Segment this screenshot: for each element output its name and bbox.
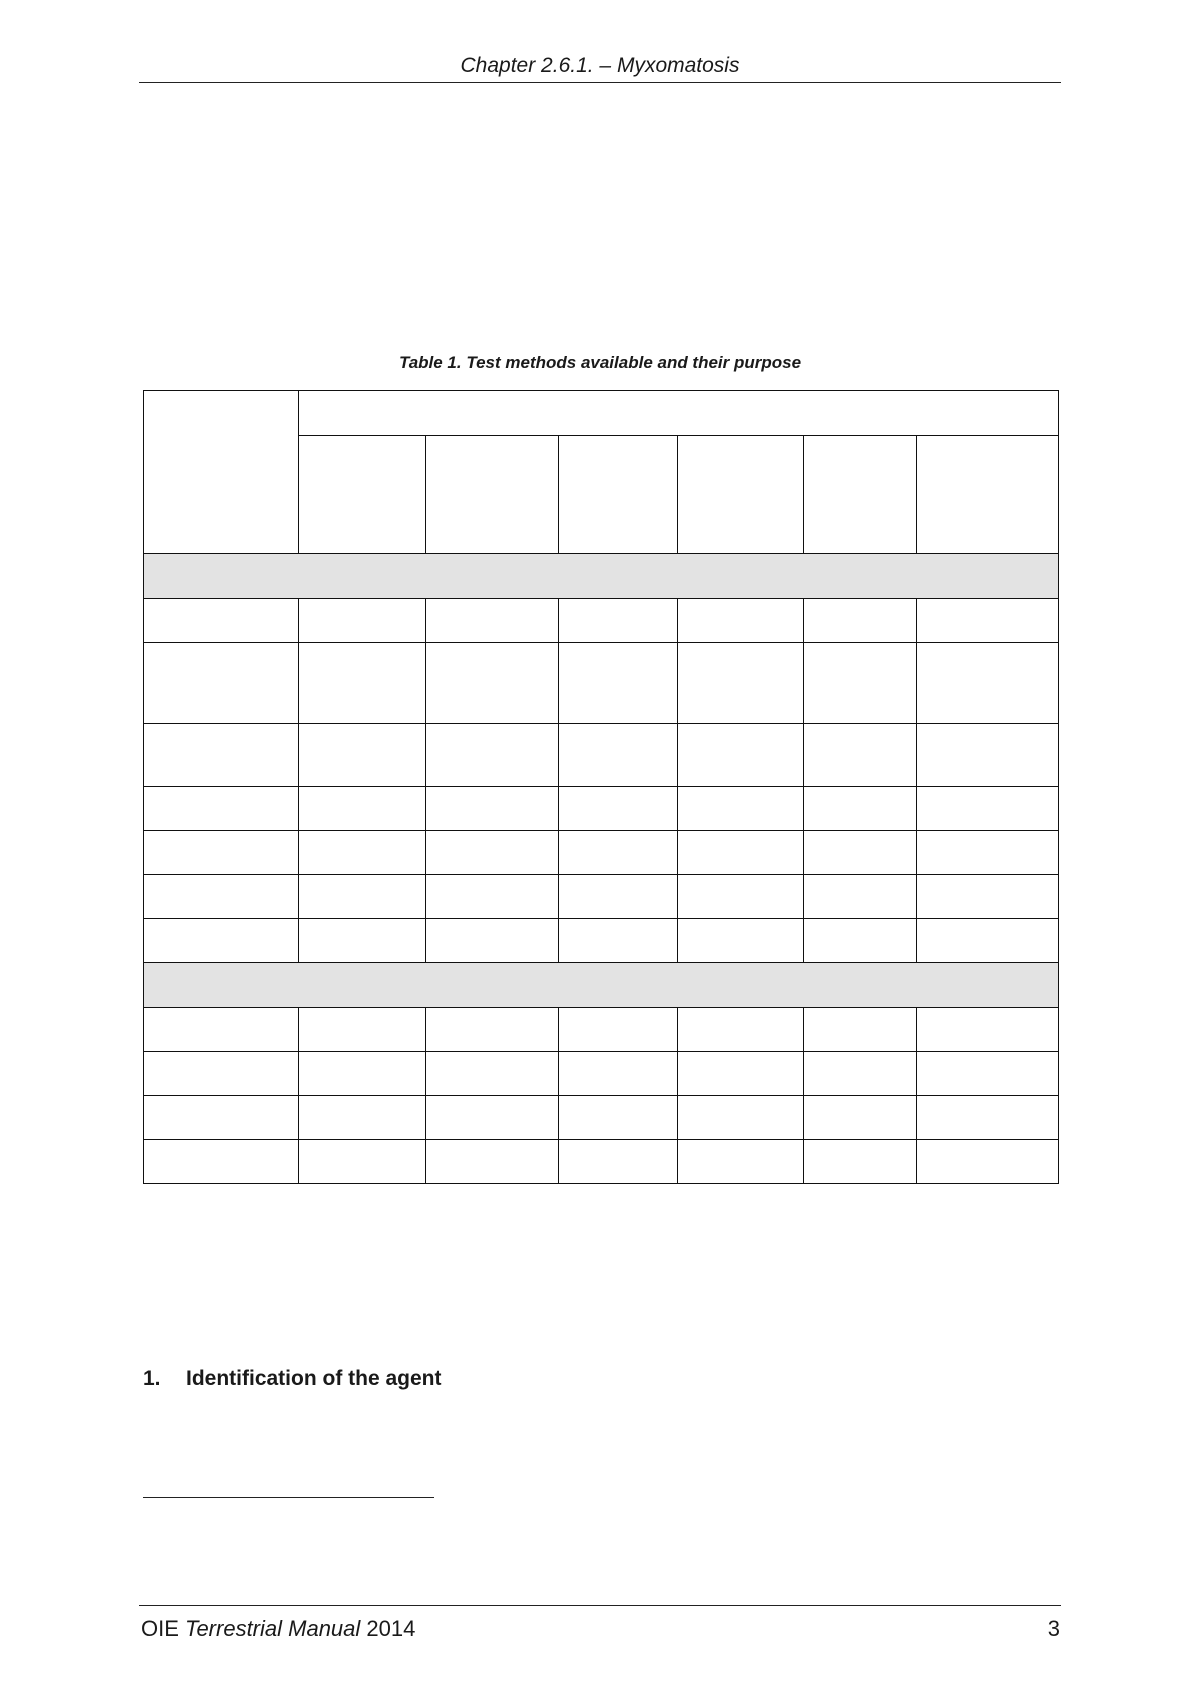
table-cell [426, 599, 559, 643]
shaded-section-cell [144, 963, 1059, 1008]
table-row [144, 643, 1059, 724]
table-row [144, 1052, 1059, 1096]
table-row [144, 1008, 1059, 1052]
table-cell [804, 1140, 917, 1184]
table-cell [299, 831, 426, 875]
footer-rule [139, 1605, 1061, 1606]
table-cell [678, 436, 804, 554]
table-row [144, 724, 1059, 787]
table-cell [144, 599, 299, 643]
table-cell [299, 643, 426, 724]
table-row [144, 787, 1059, 831]
table-row [144, 919, 1059, 963]
table-row [144, 1140, 1059, 1184]
table-cell [559, 1052, 678, 1096]
table-cell [917, 787, 1059, 831]
table-cell [678, 1052, 804, 1096]
section-title: Identification of the agent [186, 1367, 442, 1390]
table-cell [426, 831, 559, 875]
footer-manual-title: Terrestrial Manual [185, 1616, 361, 1641]
table-cell [678, 1008, 804, 1052]
table-cell [559, 1096, 678, 1140]
table-cell [299, 875, 426, 919]
table-cell [559, 436, 678, 554]
table-cell [917, 599, 1059, 643]
table-cell [299, 1096, 426, 1140]
table-cell [426, 1096, 559, 1140]
table-cell [678, 724, 804, 787]
table-cell [917, 724, 1059, 787]
table-cell [917, 1140, 1059, 1184]
method-header-cell [144, 391, 299, 554]
table-cell [678, 787, 804, 831]
table-header-row [144, 391, 1059, 436]
table-cell [804, 831, 917, 875]
table-cell [144, 1052, 299, 1096]
table-cell [426, 919, 559, 963]
table-cell [917, 643, 1059, 724]
table-cell [299, 1052, 426, 1096]
purpose-header-cell [299, 391, 1059, 436]
table-cell [144, 875, 299, 919]
table-cell [678, 643, 804, 724]
table-cell [144, 643, 299, 724]
table-section-row [144, 963, 1059, 1008]
footer-citation [141, 1616, 415, 1642]
table-cell [559, 875, 678, 919]
table-cell [299, 787, 426, 831]
section-heading [143, 1366, 442, 1392]
table-cell [804, 1008, 917, 1052]
table-cell [559, 599, 678, 643]
table-cell [804, 724, 917, 787]
table-cell [804, 875, 917, 919]
table-cell [559, 724, 678, 787]
table-cell [804, 919, 917, 963]
table-cell [299, 1008, 426, 1052]
table-cell [426, 1052, 559, 1096]
table-cell [426, 724, 559, 787]
page-header: Chapter 2.6.1. – Myxomatosis [460, 54, 740, 77]
table-cell [559, 787, 678, 831]
table-row [144, 875, 1059, 919]
table-cell [678, 875, 804, 919]
table-cell [917, 831, 1059, 875]
table-cell [426, 787, 559, 831]
table-cell [804, 599, 917, 643]
table-cell [678, 599, 804, 643]
table-cell [144, 1140, 299, 1184]
footer-org: OIE [141, 1616, 179, 1641]
table-cell [804, 1096, 917, 1140]
table-cell [804, 643, 917, 724]
table-cell [559, 643, 678, 724]
table-row [144, 1096, 1059, 1140]
header-rule [139, 82, 1061, 83]
table-cell [559, 919, 678, 963]
page-number: 3 [1047, 1616, 1060, 1641]
table-cell [144, 919, 299, 963]
table-row [144, 599, 1059, 643]
table-cell [299, 436, 426, 554]
table-cell [559, 831, 678, 875]
table-cell [299, 599, 426, 643]
table-cell [917, 1096, 1059, 1140]
table-cell [804, 787, 917, 831]
table-cell [144, 1008, 299, 1052]
table-cell [804, 1052, 917, 1096]
table-cell [144, 724, 299, 787]
table-cell [917, 436, 1059, 554]
table-cell [299, 1140, 426, 1184]
table-cell [678, 919, 804, 963]
table-caption: Table 1. Test methods available and their purpose [398, 353, 802, 372]
footer-year: 2014 [366, 1616, 416, 1641]
table-cell [144, 1096, 299, 1140]
table-cell [804, 436, 917, 554]
table-cell [559, 1008, 678, 1052]
test-methods-table [143, 390, 1059, 1184]
table-cell [678, 831, 804, 875]
footnote-rule [143, 1497, 434, 1498]
table-cell [426, 643, 559, 724]
table-cell [426, 436, 559, 554]
table-cell [917, 1008, 1059, 1052]
table-cell [144, 831, 299, 875]
table-cell [299, 724, 426, 787]
table-section-row [144, 554, 1059, 599]
shaded-section-cell [144, 554, 1059, 599]
table-cell [917, 875, 1059, 919]
section-number: 1. [143, 1367, 161, 1390]
table-cell [144, 787, 299, 831]
table-cell [678, 1140, 804, 1184]
table-cell [559, 1140, 678, 1184]
table-cell [678, 1096, 804, 1140]
table-cell [917, 1052, 1059, 1096]
table-cell [917, 919, 1059, 963]
table-cell [426, 1140, 559, 1184]
table-cell [426, 1008, 559, 1052]
table-row [144, 831, 1059, 875]
table-cell [426, 875, 559, 919]
table-cell [299, 919, 426, 963]
